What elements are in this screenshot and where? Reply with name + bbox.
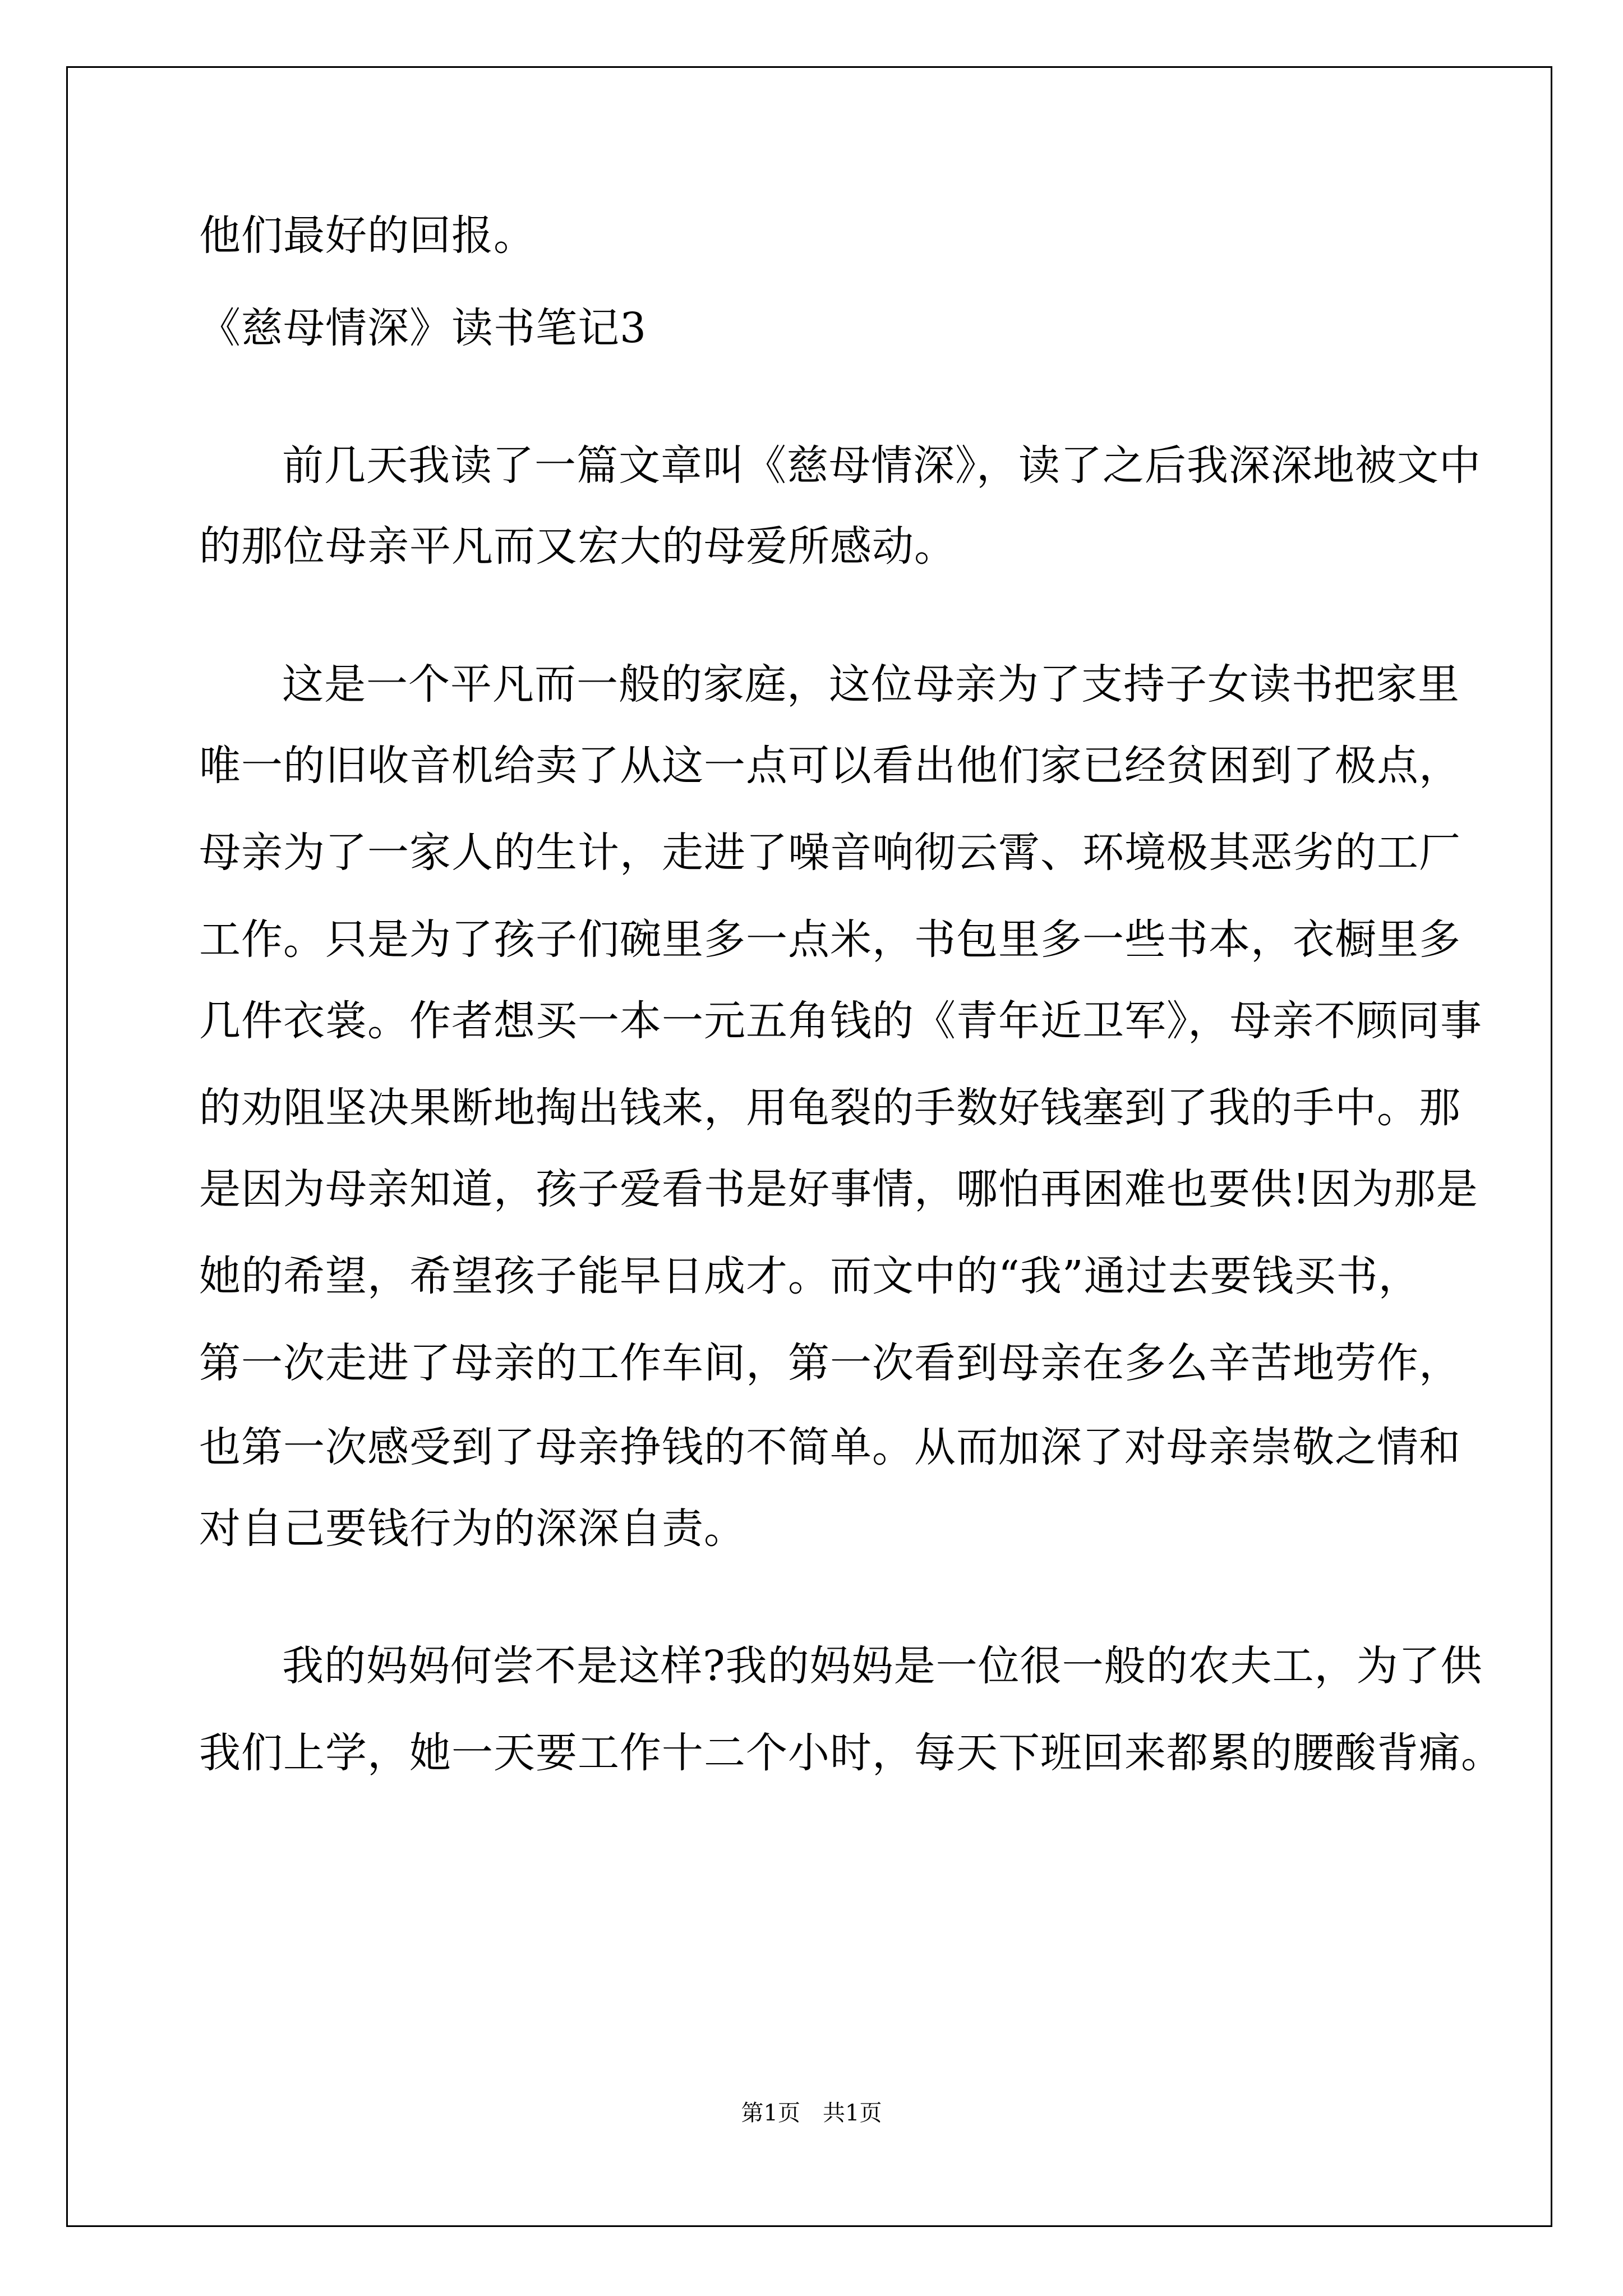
- paragraph-line: 几件衣裳。作者想买一本一元五角钱的《青年近卫军》，母亲不顾同事: [199, 997, 1482, 1045]
- paragraph-line: 工作。只是为了孩子们碗里多一点米，书包里多一些书本，衣橱里多: [199, 915, 1461, 964]
- paragraph-line: 也第一次感受到了母亲挣钱的不简单。从而加深了对母亲崇敬之情和: [199, 1423, 1461, 1471]
- paragraph-line: 的劝阻坚决果断地掏出钱来，用龟裂的手数好钱塞到了我的手中。那: [199, 1084, 1461, 1132]
- paragraph-line: 我们上学，她一天要工作十二个小时，每天下班回来都累的腰酸背痛。: [199, 1729, 1503, 1777]
- paragraph-line: 对自己要钱行为的深深自责。: [199, 1504, 746, 1553]
- paragraph-line: 母亲为了一家人的生计，走进了噪音响彻云霄、环境极其恶劣的工厂: [199, 829, 1461, 877]
- paragraph-line: 第一次走进了母亲的工作车间，第一次看到母亲在多么辛苦地劳作，: [199, 1339, 1461, 1387]
- paragraph-line: 是因为母亲知道，孩子爱看书是好事情，哪怕再困难也要供!因为那是: [199, 1165, 1478, 1213]
- paragraph-line: 这是一个平凡而一般的家庭，这位母亲为了支持子女读书把家里: [282, 660, 1460, 708]
- section-heading: 《慈母情深》读书笔记3: [199, 304, 647, 352]
- page-border: [66, 66, 1552, 2227]
- text-line: 他们最好的回报。: [199, 211, 536, 260]
- paragraph-line: 前几天我读了一篇文章叫《慈母情深》，读了之后我深深地被文中: [282, 441, 1481, 490]
- paragraph-line: 我的妈妈何尝不是这样?我的妈妈是一位很一般的农夫工，为了供: [282, 1642, 1483, 1690]
- page-footer: 第1页 共1页: [741, 2100, 882, 2126]
- paragraph-line: 的那位母亲平凡而又宏大的母爱所感动。: [199, 522, 956, 570]
- paragraph-line: 她的希望，希望孩子能早日成才。而文中的“我”通过去要钱买书，: [199, 1252, 1421, 1300]
- paragraph-line: 唯一的旧收音机给卖了从这一点可以看出他们家已经贫困到了极点，: [199, 742, 1461, 790]
